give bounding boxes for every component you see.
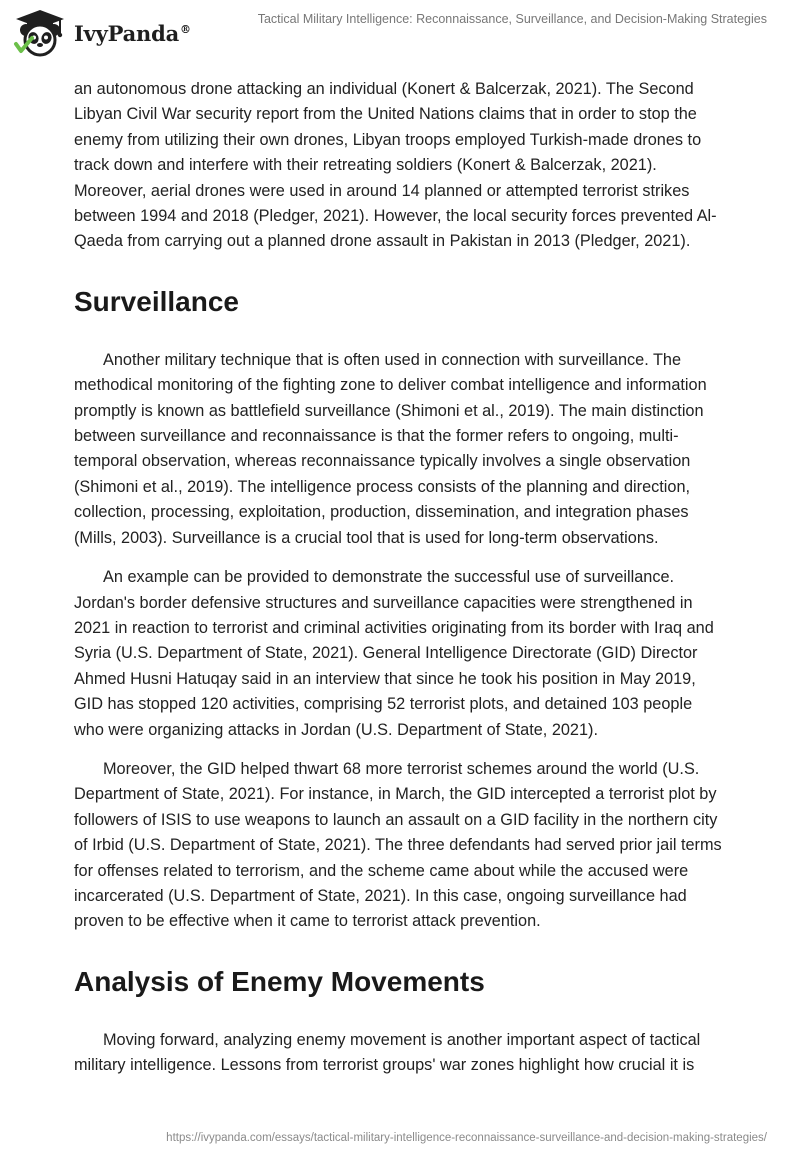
paragraph-2: Another military technique that is often used in connection with surveillance. The methodical monitoring of the fighting zone to deliver combat intelligence and information promptly is known as battlefield surveillance (Shimoni et al., 2019). The main distinction between surveillance and reconnaissance is that the former refers to ongoing, multi-temporal observation, whereas reconnaissance typically involves a single observation (Shimoni et al., 2019). The intelligence process consists of the planning and direction, collection, processing, exploitation, production, dissemination, and integration phases (Mills, 2003). Surveillance is a crucial tool that is used for long-term observations. [74, 350, 707, 547]
ivypanda-logo[interactable] [12, 8, 191, 58]
paragraph-4: Moreover, the GID helped thwart 68 more terrorist schemes around the world (U.S. Department of State, 2021). For instance, in March, the GID intercepted a terrorist plot by followers of ISIS to use weapons to launch an assault on a GID facility in the northern city of Irbid (U.S. Department of State, 2021). The three defendants had served prior jail terms for offenses related to terrorism, and the scheme came about while the accused were incarcerated (U.S. Department of State, 2021). In this case, ongoing surveillance had proven to be effective when it came to terrorist attack prevention. [74, 759, 722, 931]
registered-mark: ® [180, 22, 191, 36]
paragraph-1: an autonomous drone attacking an individual (Konert & Balcerzak, 2021). The Second Libyan Civil War security report from the United Nations claims that in order to stop the enemy from utilizing their own drones, Libyan troops employed Turkish-made drones to track down and interfere with their retreating soldiers (Konert & Balcerzak, 2021). Moreover, aerial drones were used in around 14 planned or attempted terrorist strikes between 1994 and 2018 (Pledger, 2021). However, the local security forces prevented Al-Qaeda from carrying out a planned drone assault in Pakistan in 2013 (Pledger, 2021). [74, 80, 717, 251]
essay-content [74, 77, 726, 1093]
heading-analysis: Analysis of Enemy Movements [74, 965, 485, 997]
paragraph-5: Moving forward, analyzing enemy movement is another important aspect of tactical military intelligence. Lessons from terrorist groups' war zones highlight how crucial it is [74, 1030, 701, 1075]
brand-label: IvyPanda [74, 20, 180, 46]
heading-surveillance: Surveillance [74, 285, 239, 317]
panda-graduate-icon [12, 8, 68, 58]
source-url[interactable]: https://ivypanda.com/essays/tactical-military-intelligence-reconnaissance-surveillance-and-decision-making-strategies/ [166, 1132, 767, 1144]
paragraph-3: An example can be provided to demonstrate the successful use of surveillance. Jordan's border defensive structures and surveillance capacities were strengthened in 2021 in reaction to terrorist and criminal activities originating from its border with Iraq and Syria (U.S. Department of State, 2021). General Intelligence Directorate (GID) Director Ahmed Husni Hatuqay said in an interview that since he took his position in May 2019, GID has stopped 120 activities, comprising 52 terrorist plots, and detained 103 people who were organizing attacks in Jordan (U.S. Department of State, 2021). [74, 568, 714, 739]
brand-name [74, 21, 191, 46]
document-title: Tactical Military Intelligence: Reconnaissance, Surveillance, and Decision-Making Strategies [257, 12, 767, 26]
page-header [0, 0, 800, 64]
